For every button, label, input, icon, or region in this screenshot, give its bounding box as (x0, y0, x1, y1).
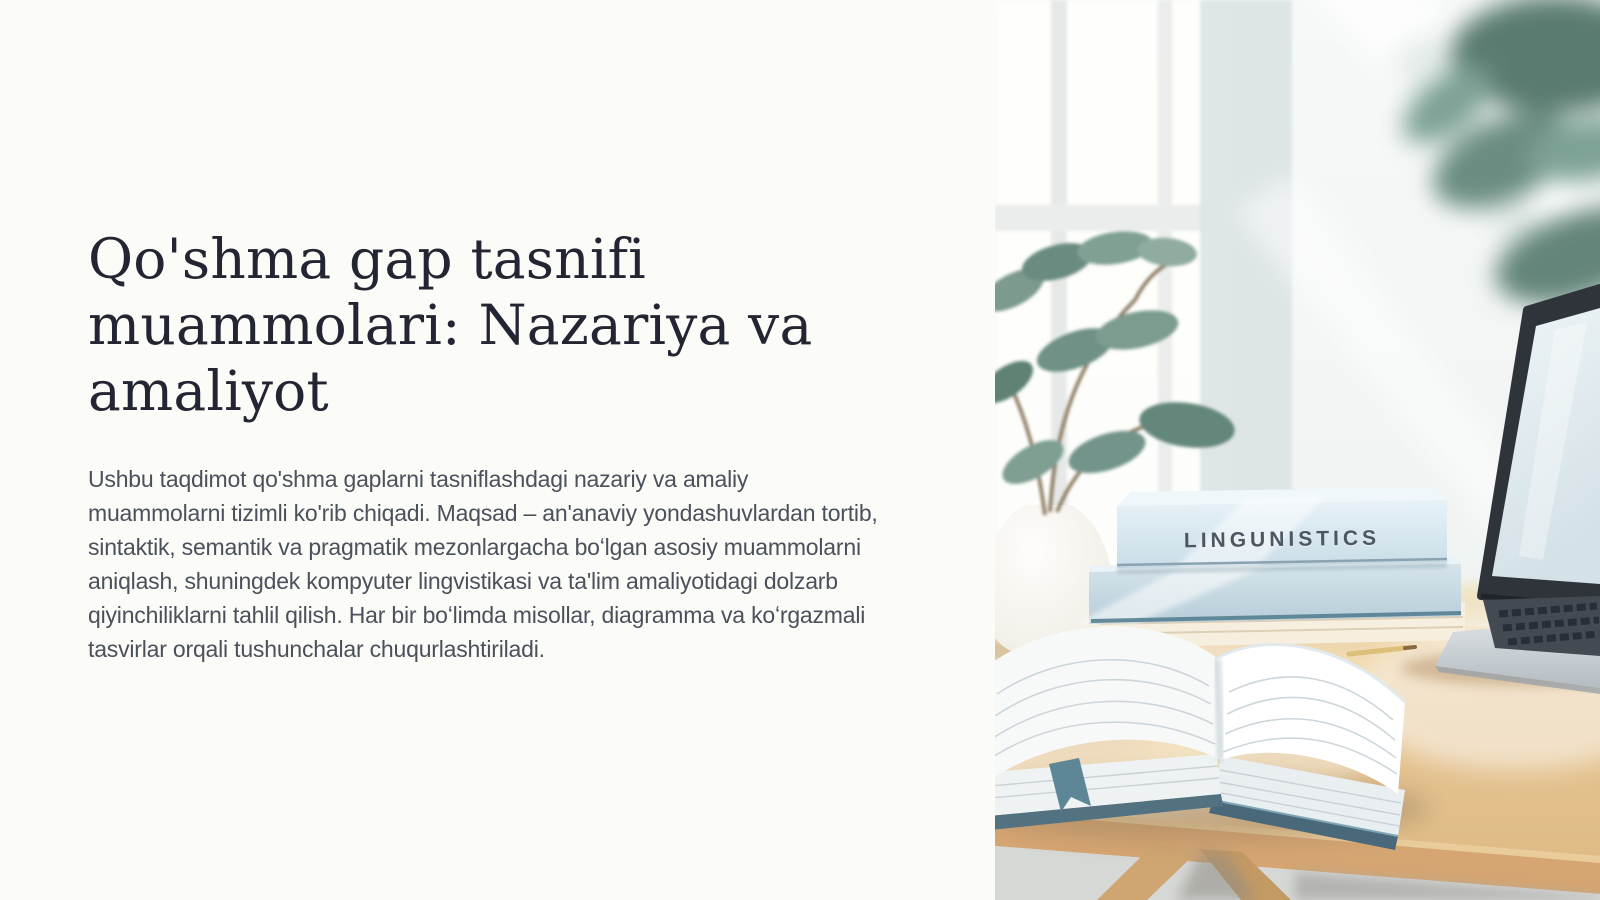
title-line-2: muammolari: Nazariya va (88, 293, 813, 357)
photo-panel (995, 0, 1600, 900)
title-line-1: Qo'shma gap tasnifi (88, 227, 646, 291)
content-panel (88, 226, 928, 666)
slide-description: Ushbu taqdimot qo'shma gaplarni tasniflashdagi nazariy va amaliy muammolarni tizimli ko'rib chiqadi. Maqsad – an'anaviy yondashuvlardan tortib, sintaktik, semantik va pragmatik mezonlargacha boʻlgan asosiy muammolarni aniqlash, shuningdek kompyuter lingvistikasi va ta'lim amaliyotidagi dolzarb qiyinchiliklarni tahlil qilish. Har bir boʻlimda misollar, diagramma va koʻrgazmali tasvirlar orqali tushunchalar chuqurlashtiriladi. (88, 466, 878, 662)
book-spine-label: LINGUNISTICS (1183, 526, 1381, 553)
page-title (88, 226, 928, 424)
desk-scene-photo (995, 0, 1600, 900)
title-line-3: amaliyot (88, 359, 329, 423)
books-stack-illustration (1075, 487, 1465, 648)
